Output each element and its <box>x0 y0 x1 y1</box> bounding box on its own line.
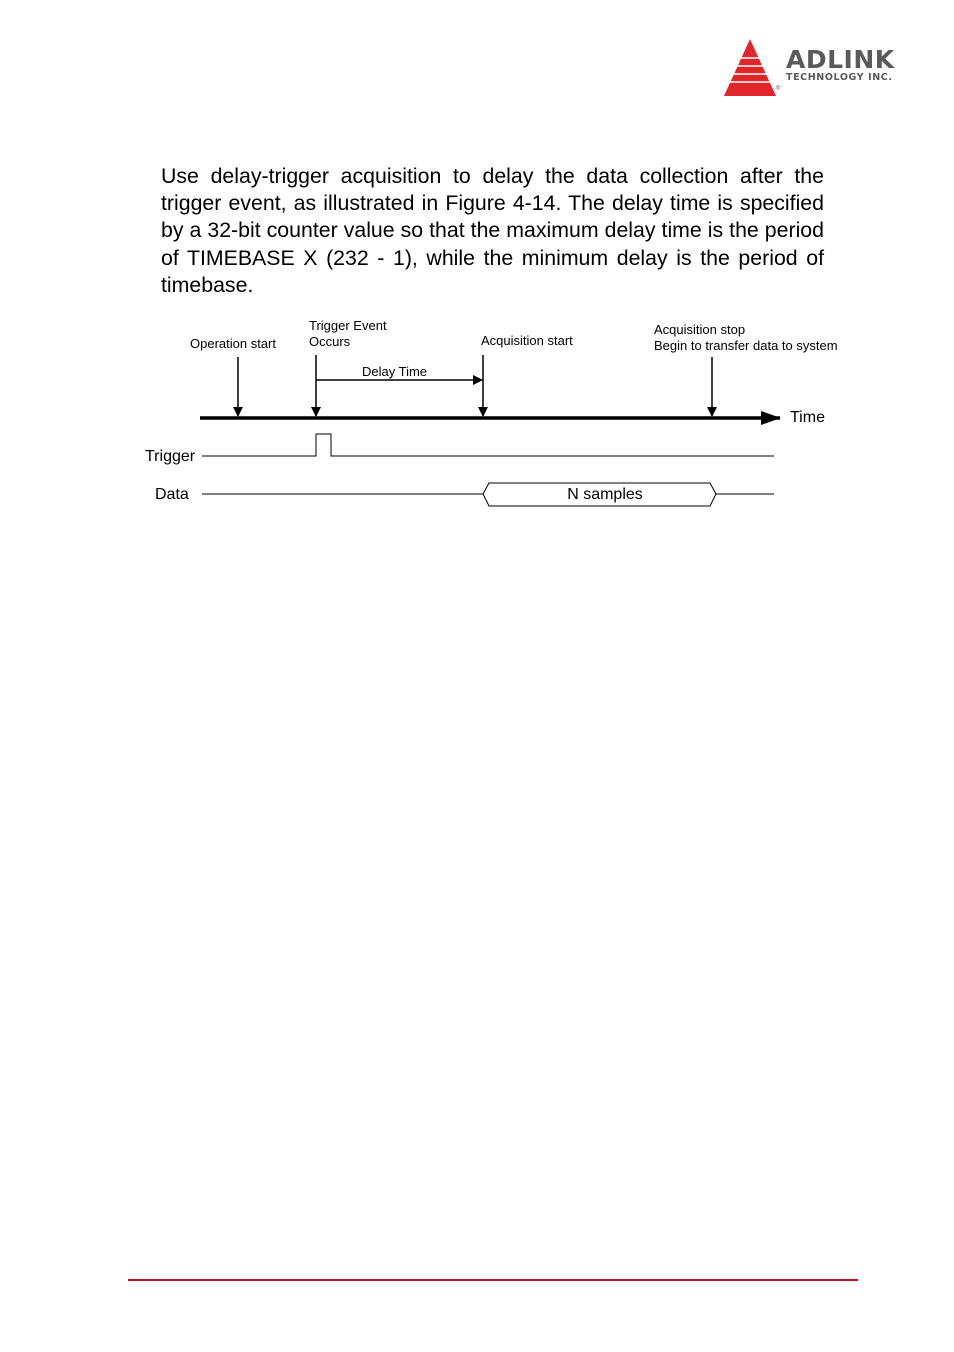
label-trigger-event-line2: Occurs <box>309 334 351 349</box>
label-data-signal: Data <box>155 486 189 503</box>
trigger-waveform <box>202 434 774 456</box>
label-acquisition-stop-line1: Acquisition stop <box>654 322 746 337</box>
adlink-triangle-icon <box>722 38 784 98</box>
label-delay-time: Delay Time <box>362 364 428 379</box>
label-operation-start: Operation start <box>190 336 276 351</box>
label-n-samples: N samples <box>567 486 643 503</box>
footer-rule <box>128 1279 858 1281</box>
adlink-logo <box>722 38 912 98</box>
label-acquisition-stop-line2: Begin to transfer data to system <box>654 338 838 353</box>
delay-trigger-timing-diagram <box>130 310 860 520</box>
registered-mark: ® <box>776 86 781 92</box>
label-trigger-event-line1: Trigger Event <box>309 318 387 333</box>
label-time-axis: Time <box>790 409 825 426</box>
label-trigger-signal: Trigger <box>145 448 196 465</box>
logo-subtitle: TECHNOLOGY INC. <box>786 72 893 83</box>
logo-wordmark: ADLINK <box>786 45 895 74</box>
label-acquisition-start: Acquisition start <box>481 333 573 348</box>
intro-paragraph: Use delay-trigger acquisition to delay the data collection after the trigger event, as illustrated in Figure 4-14. The delay time is specified by a 32-bit counter value so that the maximum delay time is the period of TIMEBASE X (232 - 1), while the minimum delay is the period of timebase. <box>161 164 824 297</box>
